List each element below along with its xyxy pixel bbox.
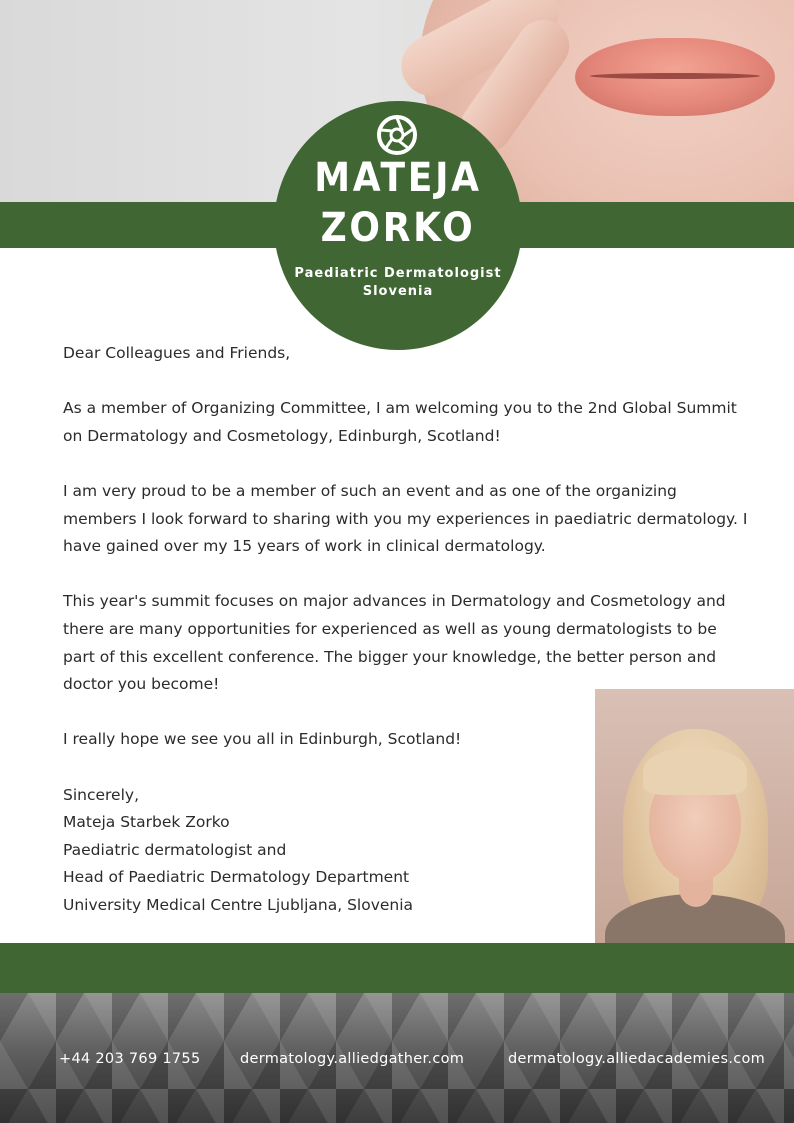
salutation: Dear Colleagues and Friends, [63,344,291,362]
footer-phone[interactable]: +44 203 769 1755 [59,1051,201,1067]
country: Slovenia [362,284,434,299]
footer-website-link-2[interactable]: dermatology.alliedacademies.com [508,1051,766,1067]
footer [0,993,794,1123]
camera-aperture-icon [377,115,417,155]
paragraph-2: I am very proud to be a member of such an event and as one of the organizing members I look forward to sharing with you my experiences in paediatric dermatology. I have gained over my 15 years of work in clinical dermatology. [63,481,748,556]
title-line: Paediatric Dermatologist [294,266,502,281]
signature-name: Mateja Starbek Zorko [63,813,230,832]
first-name: MATEJA [314,155,482,201]
paragraph-4: I really hope we see you all in Edinburgh, Scotland! [63,730,462,749]
bottom-green-band [0,943,794,993]
portrait-photo [595,689,794,943]
signature-institution: University Medical Centre Ljubljana, Slovenia [63,895,414,914]
name-badge [274,101,522,350]
paragraph-3: This year's summit focuses on major advances in Dermatology and Cosmetology and there are many opportunities for experienced as well as young dermatologists to be part of this excellent conference. The bigger your knowledge, the better person and doctor you become! [63,592,726,694]
closing: Sincerely, [63,785,140,804]
signature-role-1: Paediatric dermatologist and [63,840,287,859]
role-block [274,265,522,301]
paragraph-1: As a member of Organizing Committee, I am welcoming you to the 2nd Global Summit on Dermatology and Cosmetology, Edinburgh, Scotland! [63,399,737,445]
last-name: ZORKO [320,205,476,251]
footer-website-link-1[interactable]: dermatology.alliedgather.com [240,1051,465,1067]
signature-role-2: Head of Paediatric Dermatology Department [63,868,410,887]
